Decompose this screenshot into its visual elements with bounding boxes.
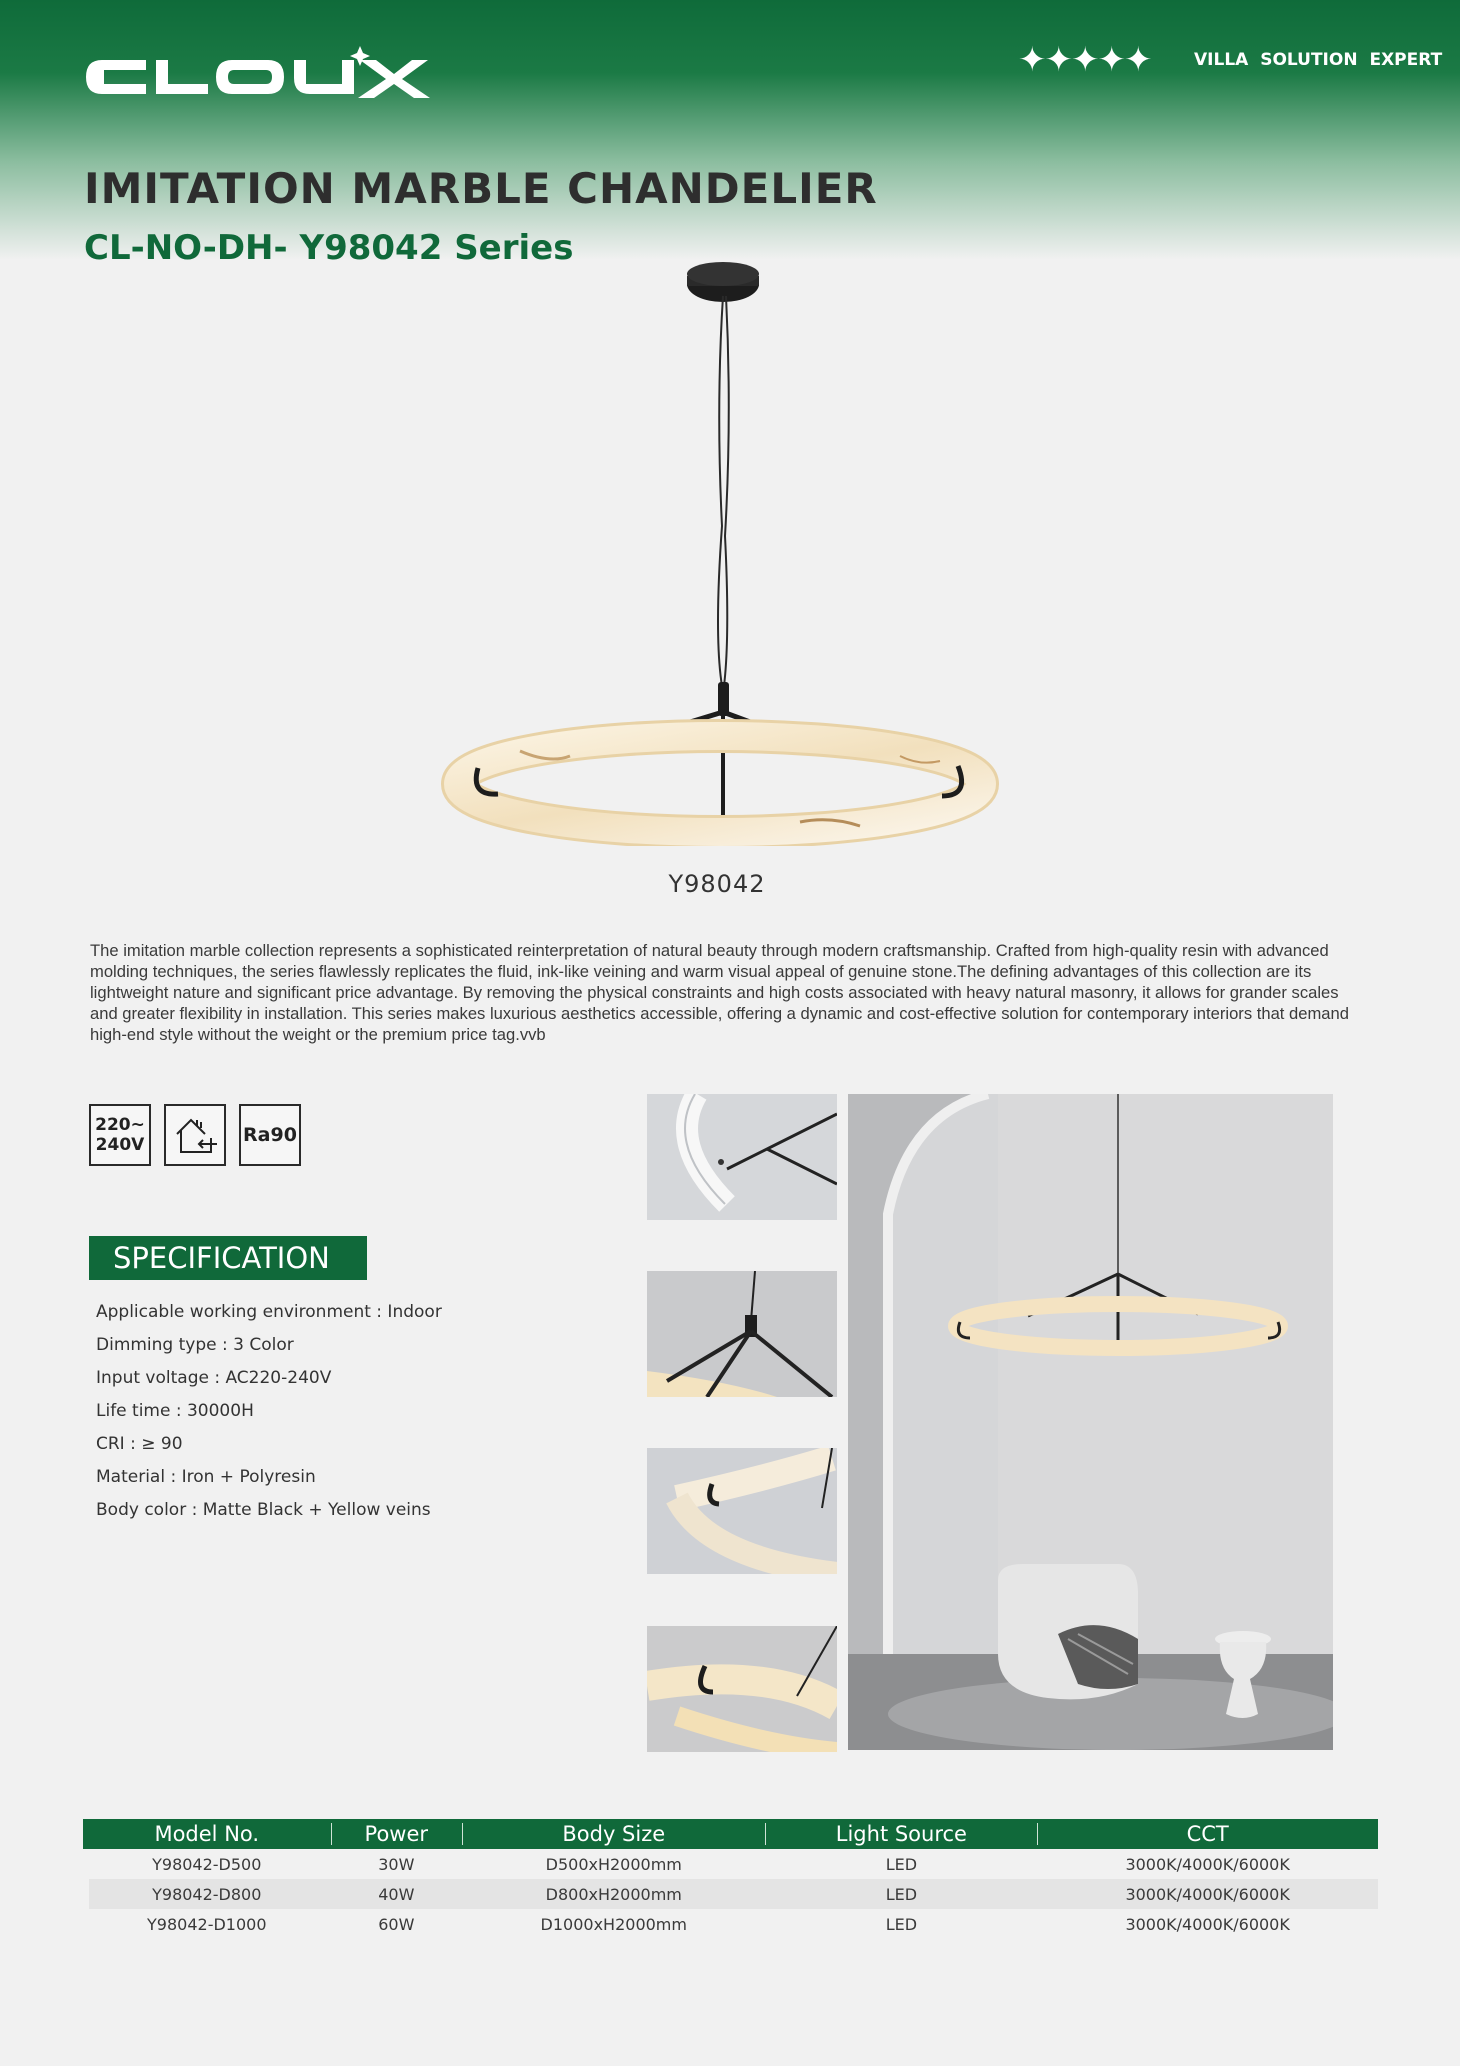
voltage-badge <box>89 1104 151 1166</box>
spec-item: Dimming type : 3 Color <box>96 1335 294 1355</box>
table-header-cct: CCT <box>1037 1819 1378 1849</box>
indoor-house-icon <box>164 1104 226 1166</box>
spec-table <box>83 1819 1378 1939</box>
table-header-light-source: Light Source <box>765 1819 1037 1849</box>
cri-badge: Ra90 <box>239 1104 301 1166</box>
table-cell: 3000K/4000K/6000K <box>1125 1914 1290 1934</box>
table-cell: 60W <box>378 1914 415 1934</box>
spec-item: Life time : 30000H <box>96 1401 254 1421</box>
table-cell: LED <box>765 1879 1037 1909</box>
product-description: The imitation marble collection represents a sophisticated reinterpretation of natural beauty through modern craftsmanship. Crafted from high-quality resin with advanced molding techniques, the series flawlessly replicates the fluid, ink-like veining and warm visual appeal of genuine stone.The defining advantages of this collection are its lightweight nature and significant price advantage. By removing the physical constraints and high costs associated with heavy natural masonry, it allows for grander scales and greater flexibility in installation. This series makes luxurious aesthetics accessible, offering a dynamic and cost-effective solution for contemporary interiors that demand high-end style without the weight or the premium price tag.vvb <box>90 941 1349 1044</box>
voltage-badge-line1: 220~ <box>95 1115 145 1135</box>
chandelier-hero-image <box>440 256 1000 846</box>
detail-thumbnail-1 <box>647 1094 837 1220</box>
specification-list <box>96 1302 442 1533</box>
table-header-body-size: Body Size <box>462 1819 765 1849</box>
spec-item: Material : Iron + Polyresin <box>96 1467 316 1487</box>
table-cell: LED <box>885 1854 918 1874</box>
table-cell: 3000K/4000K/6000K <box>1125 1854 1290 1874</box>
table-cell: LED <box>885 1914 918 1934</box>
product-title: IMITATION MARBLE CHANDELIER <box>84 164 878 213</box>
five-stars-icon: ✦✦✦✦✦ <box>1018 40 1151 80</box>
table-cell: Y98042-D1000 <box>147 1914 267 1934</box>
table-cell: D500xH2000mm <box>545 1854 682 1874</box>
interior-scene-image <box>848 1094 1333 1750</box>
voltage-badge-line2: 240V <box>95 1135 145 1155</box>
spec-item: Input voltage : AC220-240V <box>96 1368 332 1388</box>
spec-item: CRI : ≥ 90 <box>96 1434 183 1454</box>
table-cell: Y98042-D800 <box>83 1879 331 1909</box>
table-cell: D1000xH2000mm <box>540 1914 687 1934</box>
spec-item: Body color : Matte Black + Yellow veins <box>96 1500 431 1520</box>
table-cell: Y98042-D500 <box>152 1854 262 1874</box>
table-row <box>83 1879 1378 1909</box>
table-row <box>83 1909 1378 1939</box>
table-row <box>83 1849 1378 1879</box>
cloux-logo <box>84 44 436 104</box>
table-cell: D800xH2000mm <box>462 1879 765 1909</box>
specification-heading: SPECIFICATION <box>89 1236 367 1280</box>
spec-item: Applicable working environment : Indoor <box>96 1302 442 1322</box>
table-cell: 3000K/4000K/6000K <box>1037 1879 1378 1909</box>
table-cell: 40W <box>331 1879 463 1909</box>
model-name: Y98042 <box>668 870 766 898</box>
brand-tagline: VILLA SOLUTION EXPERT <box>1194 50 1443 70</box>
table-cell: 30W <box>378 1854 415 1874</box>
detail-thumbnail-4 <box>647 1626 837 1752</box>
table-header-model: Model No. <box>83 1819 331 1849</box>
header-band <box>0 0 1460 260</box>
table-header-power: Power <box>331 1819 463 1849</box>
detail-thumbnail-3 <box>647 1448 837 1574</box>
detail-thumbnail-2 <box>647 1271 837 1397</box>
series-title: CL-NO-DH- Y98042 Series <box>84 228 574 268</box>
